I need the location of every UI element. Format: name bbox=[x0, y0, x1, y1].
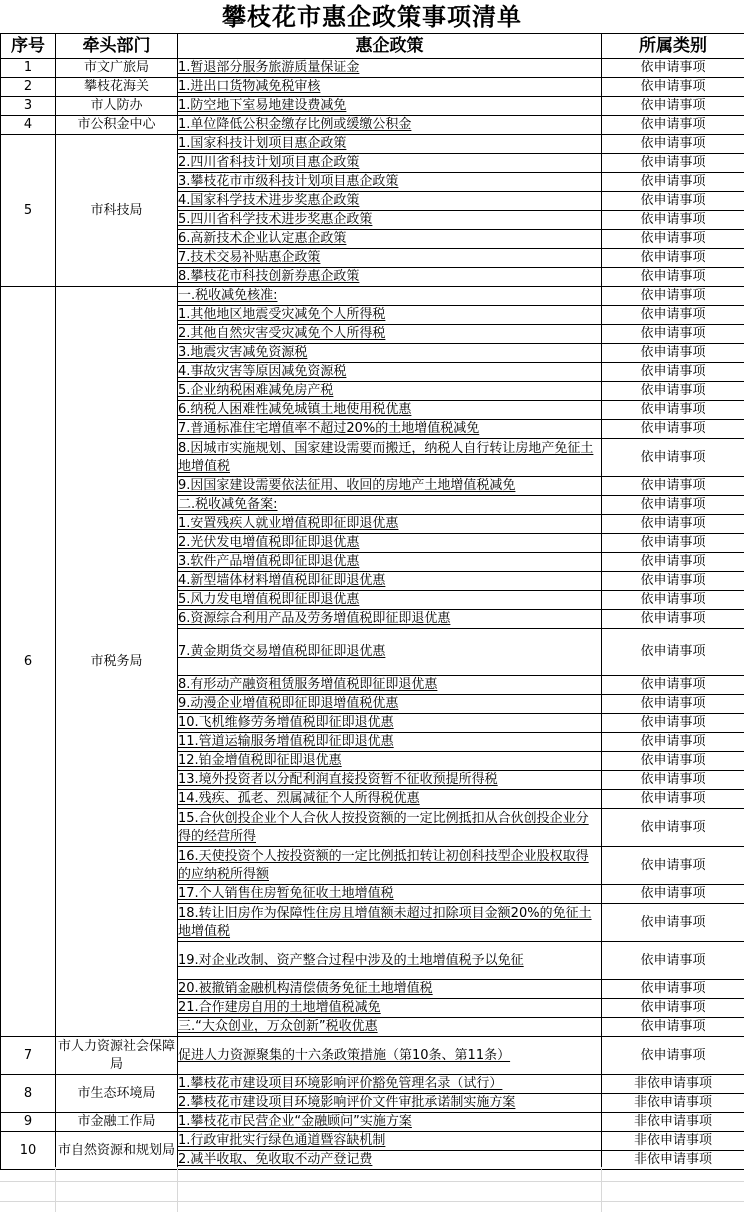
policy-text: 2.光伏发电增值税即征即退优惠 bbox=[178, 535, 360, 550]
policy-cell bbox=[178, 420, 602, 439]
category-cell: 依申请事项 bbox=[602, 192, 744, 211]
policy-text: 7.技术交易补贴惠企政策 bbox=[178, 250, 321, 265]
category-cell: 非依申请事项 bbox=[602, 1113, 744, 1132]
department-cell: 市税务局 bbox=[56, 287, 178, 1037]
category-cell: 依申请事项 bbox=[602, 496, 744, 515]
category-cell: 依申请事项 bbox=[602, 439, 744, 477]
row-index-cell: 6 bbox=[1, 287, 56, 1037]
policy-text: 18.转让旧房作为保障性住房且增值额未超过扣除项目金额20%的免征土地增值税 bbox=[178, 905, 592, 939]
row-index-cell: 9 bbox=[1, 1113, 56, 1132]
policy-text: 3.地震灾害减免资源税 bbox=[178, 345, 308, 360]
table-row bbox=[1, 1132, 744, 1151]
category-cell: 依申请事项 bbox=[602, 59, 744, 78]
category-cell: 依申请事项 bbox=[602, 230, 744, 249]
category-cell: 依申请事项 bbox=[602, 771, 744, 790]
policy-cell bbox=[178, 847, 602, 885]
row-index-cell: 5 bbox=[1, 135, 56, 287]
category-cell: 依申请事项 bbox=[602, 325, 744, 344]
category-cell: 非依申请事项 bbox=[602, 1094, 744, 1113]
policy-text: 4.国家科学技术进步奖惠企政策 bbox=[178, 193, 360, 208]
category-cell: 依申请事项 bbox=[602, 287, 744, 306]
policy-text: 12.铂金增值税即征即退优惠 bbox=[178, 753, 342, 768]
policy-cell bbox=[178, 211, 602, 230]
policy-cell bbox=[178, 904, 602, 942]
col-header-policy: 惠企政策 bbox=[178, 34, 602, 59]
policy-text: 1.进出口货物减免税审核 bbox=[178, 79, 321, 94]
policy-cell bbox=[178, 809, 602, 847]
policy-cell bbox=[178, 78, 602, 97]
policy-cell bbox=[178, 401, 602, 420]
row-index-cell: 2 bbox=[1, 78, 56, 97]
category-cell: 依申请事项 bbox=[602, 401, 744, 420]
department-cell: 攀枝花海关 bbox=[56, 78, 178, 97]
category-cell: 依申请事项 bbox=[602, 553, 744, 572]
row-index-cell: 10 bbox=[1, 1132, 56, 1170]
policy-cell bbox=[178, 572, 602, 591]
policy-cell bbox=[178, 439, 602, 477]
category-cell: 依申请事项 bbox=[602, 78, 744, 97]
policy-text: 3.软件产品增值税即征即退优惠 bbox=[178, 554, 360, 569]
table-row bbox=[1, 116, 744, 135]
policy-cell bbox=[178, 980, 602, 999]
policy-text: 14.残疾、孤老、烈属减征个人所得税优惠 bbox=[178, 791, 420, 806]
policy-cell bbox=[178, 173, 602, 192]
category-cell: 依申请事项 bbox=[602, 515, 744, 534]
policy-cell bbox=[178, 534, 602, 553]
category-cell: 依申请事项 bbox=[602, 790, 744, 809]
table-row bbox=[1, 135, 744, 154]
policy-text: 8.攀枝花市科技创新券惠企政策 bbox=[178, 269, 360, 284]
row-index-cell: 1 bbox=[1, 59, 56, 78]
policy-text: 1.防空地下室易地建设费减免 bbox=[178, 98, 347, 113]
department-cell: 市金融工作局 bbox=[56, 1113, 178, 1132]
policy-text: 5.企业纳税困难减免房产税 bbox=[178, 383, 334, 398]
policy-text: 2.其他自然灾害受灾减免个人所得税 bbox=[178, 326, 386, 341]
category-cell: 依申请事项 bbox=[602, 610, 744, 629]
policy-cell bbox=[178, 477, 602, 496]
category-cell: 非依申请事项 bbox=[602, 1151, 744, 1170]
row-index-cell: 8 bbox=[1, 1075, 56, 1113]
policy-cell bbox=[178, 249, 602, 268]
policy-cell bbox=[178, 733, 602, 752]
policy-text: 6.高新技术企业认定惠企政策 bbox=[178, 231, 347, 246]
policy-text: 11.管道运输服务增值税即征即退优惠 bbox=[178, 734, 394, 749]
category-cell: 依申请事项 bbox=[602, 1018, 744, 1037]
department-cell: 市科技局 bbox=[56, 135, 178, 287]
category-cell: 依申请事项 bbox=[602, 135, 744, 154]
policy-text: 8.有形动产融资租赁服务增值税即征即退优惠 bbox=[178, 677, 438, 692]
table-row bbox=[1, 78, 744, 97]
category-cell: 依申请事项 bbox=[602, 904, 744, 942]
category-cell: 依申请事项 bbox=[602, 382, 744, 401]
category-cell: 依申请事项 bbox=[602, 154, 744, 173]
category-cell: 依申请事项 bbox=[602, 809, 744, 847]
policy-cell bbox=[178, 610, 602, 629]
category-cell: 依申请事项 bbox=[602, 695, 744, 714]
row-index-cell: 7 bbox=[1, 1037, 56, 1075]
category-cell: 依申请事项 bbox=[602, 363, 744, 382]
category-cell: 依申请事项 bbox=[602, 97, 744, 116]
category-cell: 依申请事项 bbox=[602, 733, 744, 752]
table-row bbox=[1, 97, 744, 116]
policy-text: 二.税收减免备案: bbox=[178, 497, 278, 512]
table-row bbox=[1, 59, 744, 78]
category-cell: 依申请事项 bbox=[602, 1037, 744, 1075]
policy-text: 三.“大众创业，万众创新”税收优惠 bbox=[178, 1019, 378, 1034]
policy-text: 7.普通标准住宅增值率不超过20%的土地增值税减免 bbox=[178, 421, 480, 436]
category-cell: 依申请事项 bbox=[602, 847, 744, 885]
category-cell: 依申请事项 bbox=[602, 752, 744, 771]
policy-text: 5.风力发电增值税即征即退优惠 bbox=[178, 592, 360, 607]
category-cell: 依申请事项 bbox=[602, 980, 744, 999]
policy-cell bbox=[178, 116, 602, 135]
policy-cell bbox=[178, 1094, 602, 1113]
category-cell: 依申请事项 bbox=[602, 249, 744, 268]
col-header-dept: 牵头部门 bbox=[56, 34, 178, 59]
table-row bbox=[1, 1113, 744, 1132]
policy-cell bbox=[178, 629, 602, 676]
policy-cell bbox=[178, 59, 602, 78]
category-cell: 依申请事项 bbox=[602, 173, 744, 192]
policy-cell bbox=[178, 999, 602, 1018]
category-cell: 依申请事项 bbox=[602, 344, 744, 363]
policy-text: 21.合作建房自用的土地增值税减免 bbox=[178, 1000, 381, 1015]
policy-text: 2.减半收取、免收取不动产登记费 bbox=[178, 1152, 373, 1167]
policy-cell bbox=[178, 714, 602, 733]
policy-cell bbox=[178, 268, 602, 287]
policy-text: 13.境外投资者以分配利润直接投资暂不征收预提所得税 bbox=[178, 772, 498, 787]
policy-text: 2.攀枝花市建设项目环境影响评价文件审批承诺制实施方案 bbox=[178, 1095, 516, 1110]
policy-cell bbox=[178, 515, 602, 534]
policy-cell bbox=[178, 676, 602, 695]
policy-text: 促进人力资源聚集的十六条政策措施（第10条、第11条） bbox=[178, 1047, 511, 1063]
policy-cell bbox=[178, 382, 602, 401]
category-cell: 依申请事项 bbox=[602, 534, 744, 553]
policy-cell bbox=[178, 790, 602, 809]
policy-text: 19.对企业改制、资产整合过程中涉及的土地增值税予以免征 bbox=[178, 952, 524, 968]
policy-text: 15.合伙创投企业个人合伙人按投资额的一定比例抵扣从合伙创投企业分得的经营所得 bbox=[178, 810, 589, 844]
col-header-category: 所属类别 bbox=[602, 34, 744, 59]
policy-text: 4.新型墙体材料增值税即征即退优惠 bbox=[178, 573, 386, 588]
policy-cell bbox=[178, 1018, 602, 1037]
policy-text: 20.被撤销金融机构清偿债务免征土地增值税 bbox=[178, 981, 433, 996]
policy-cell bbox=[178, 591, 602, 610]
policy-text: 10.飞机维修劳务增值税即征即退优惠 bbox=[178, 715, 394, 730]
category-cell: 依申请事项 bbox=[602, 591, 744, 610]
policy-text: 6.资源综合利用产品及劳务增值税即征即退优惠 bbox=[178, 611, 451, 626]
department-cell: 市人力资源社会保障局 bbox=[56, 1037, 178, 1075]
policy-cell bbox=[178, 752, 602, 771]
policy-cell bbox=[178, 287, 602, 306]
policy-cell bbox=[178, 942, 602, 980]
policy-cell bbox=[178, 97, 602, 116]
category-cell: 依申请事项 bbox=[602, 942, 744, 980]
policy-cell bbox=[178, 230, 602, 249]
policy-cell bbox=[178, 1113, 602, 1132]
table-body bbox=[1, 59, 744, 1170]
policy-text: 7.黄金期货交易增值税即征即退优惠 bbox=[178, 644, 386, 659]
department-cell: 市公积金中心 bbox=[56, 116, 178, 135]
policy-table bbox=[0, 33, 744, 1170]
policy-cell bbox=[178, 885, 602, 904]
page-title: 攀枝花市惠企政策事项清单 bbox=[222, 2, 522, 31]
department-cell: 市人防办 bbox=[56, 97, 178, 116]
policy-cell bbox=[178, 1075, 602, 1094]
policy-text: 16.天使投资个人按投资额的一定比例抵扣转让初创科技型企业股权取得的应纳税所得额 bbox=[178, 848, 589, 882]
policy-cell bbox=[178, 306, 602, 325]
policy-cell bbox=[178, 192, 602, 211]
table-row bbox=[1, 287, 744, 306]
policy-text: 1.行政审批实行绿色通道暨容缺机制 bbox=[178, 1133, 386, 1148]
category-cell: 依申请事项 bbox=[602, 268, 744, 287]
policy-text: 17.个人销售住房暂免征收土地增值税 bbox=[178, 886, 394, 901]
row-index-cell: 3 bbox=[1, 97, 56, 116]
policy-cell bbox=[178, 1132, 602, 1151]
policy-text: 1.攀枝花市民营企业“金融顾问”实施方案 bbox=[178, 1114, 412, 1129]
policy-text: 5.四川省科学技术进步奖惠企政策 bbox=[178, 212, 373, 227]
category-cell: 依申请事项 bbox=[602, 714, 744, 733]
policy-text: 6.纳税人困难性减免城镇土地使用税优惠 bbox=[178, 402, 412, 417]
policy-text: 8.因城市实施规划、国家建设需要而搬迁，纳税人自行转让房地产免征土地增值税 bbox=[178, 440, 594, 474]
table-row bbox=[1, 1075, 744, 1094]
policy-cell bbox=[178, 363, 602, 382]
category-cell: 依申请事项 bbox=[602, 477, 744, 496]
policy-text: 4.事故灾害等原因减免资源税 bbox=[178, 364, 347, 379]
policy-cell bbox=[178, 553, 602, 572]
policy-text: 3.攀枝花市市级科技计划项目惠企政策 bbox=[178, 174, 399, 189]
policy-cell bbox=[178, 135, 602, 154]
category-cell: 依申请事项 bbox=[602, 116, 744, 135]
category-cell: 依申请事项 bbox=[602, 420, 744, 439]
policy-text: 1.暂退部分服务旅游质量保证金 bbox=[178, 60, 360, 75]
category-cell: 依申请事项 bbox=[602, 211, 744, 230]
policy-cell bbox=[178, 1037, 602, 1075]
policy-text: 1.攀枝花市建设项目环境影响评价豁免管理名录（试行） bbox=[178, 1076, 503, 1091]
department-cell: 市自然资源和规划局 bbox=[56, 1132, 178, 1170]
empty-spreadsheet-rows bbox=[0, 1167, 744, 1212]
row-index-cell: 4 bbox=[1, 116, 56, 135]
category-cell: 依申请事项 bbox=[602, 885, 744, 904]
policy-cell bbox=[178, 695, 602, 714]
policy-cell bbox=[178, 496, 602, 515]
policy-text: 1.国家科技计划项目惠企政策 bbox=[178, 136, 347, 151]
policy-text: 1.单位降低公积金缴存比例或缓缴公积金 bbox=[178, 117, 412, 132]
policy-cell bbox=[178, 771, 602, 790]
policy-cell bbox=[178, 344, 602, 363]
policy-text: 1.安置残疾人就业增值税即征即退优惠 bbox=[178, 516, 399, 531]
category-cell: 依申请事项 bbox=[602, 676, 744, 695]
policy-text: 9.因国家建设需要依法征用、收回的房地产土地增值税减免 bbox=[178, 478, 516, 493]
category-cell: 依申请事项 bbox=[602, 572, 744, 591]
category-cell: 依申请事项 bbox=[602, 999, 744, 1018]
category-cell: 非依申请事项 bbox=[602, 1075, 744, 1094]
policy-cell bbox=[178, 325, 602, 344]
table-row bbox=[1, 1037, 744, 1075]
policy-text: 一.税收减免核准: bbox=[178, 288, 278, 303]
policy-text: 2.四川省科技计划项目惠企政策 bbox=[178, 155, 360, 170]
category-cell: 依申请事项 bbox=[602, 629, 744, 676]
department-cell: 市文广旅局 bbox=[56, 59, 178, 78]
policy-text: 9.动漫企业增值税即征即退增值税优惠 bbox=[178, 696, 399, 711]
category-cell: 依申请事项 bbox=[602, 306, 744, 325]
category-cell: 非依申请事项 bbox=[602, 1132, 744, 1151]
policy-text: 1.其他地区地震受灾减免个人所得税 bbox=[178, 307, 386, 322]
policy-cell bbox=[178, 154, 602, 173]
header-row bbox=[1, 34, 744, 59]
col-header-index: 序号 bbox=[1, 34, 56, 59]
department-cell: 市生态环境局 bbox=[56, 1075, 178, 1113]
